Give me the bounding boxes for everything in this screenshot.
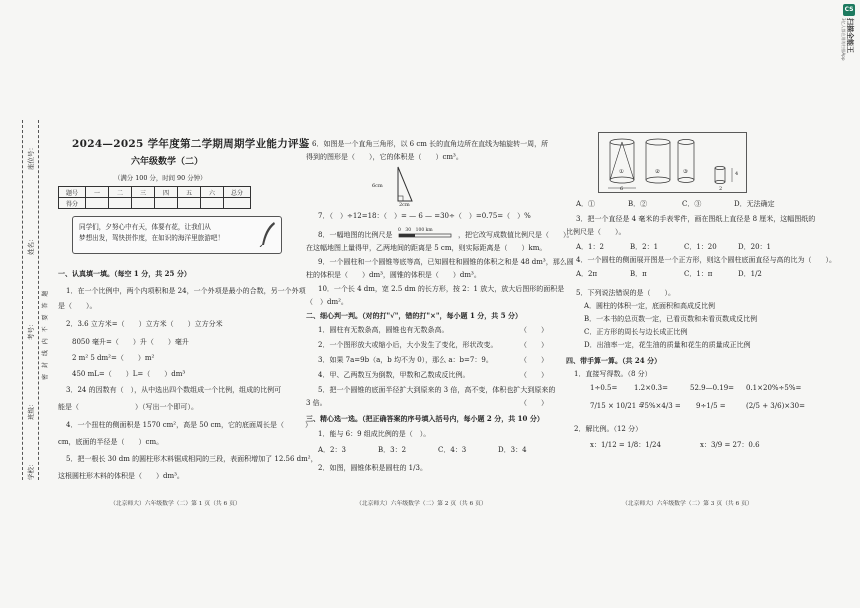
calc-item: 1÷0.5=	[590, 384, 618, 392]
p3-q4: 4．一个圆柱的侧面展开图是一个正方形，则这个圆柱底面直径与高的比为（ ）。	[576, 256, 836, 264]
score-input-cell[interactable]	[224, 198, 251, 209]
page-2-footer: （北京师大）六年级数学（二）第 2 页（共 6 页）	[356, 501, 487, 507]
calc-item: (2/5 + 3/6)×30=	[746, 402, 805, 410]
judge-2: 2．一个图形放大或缩小后，大小发生了变化，形状改变。	[318, 341, 498, 349]
p1-q4-line2: cm，底面的半径是（ ）cm。	[58, 438, 164, 446]
right-triangle-figure	[392, 165, 432, 207]
fig-label-3: ③	[683, 169, 688, 175]
score-input-cell[interactable]	[109, 198, 132, 209]
solve-heading: 2．解比例。（12 分）	[574, 425, 643, 433]
exam-title: 2024—2025 学年度第二学期周期学业能力评鉴	[72, 138, 310, 150]
judge-answer-5[interactable]: （ ）	[520, 399, 548, 407]
score-input-cell[interactable]	[201, 198, 224, 209]
quill-icon	[259, 221, 277, 247]
score-cell: 六	[201, 187, 224, 198]
p1-q3-line2: 能是（ ）（写出一个即可）。	[58, 403, 198, 411]
calc-heading: 1．直接写得数。（8 分）	[574, 370, 652, 378]
p3-q4-option-c[interactable]: C．1：π	[684, 270, 713, 278]
p3-q4-option-b[interactable]: B．π	[630, 270, 647, 278]
p3-q3-line2: 比例尺是（ ）。	[566, 228, 626, 236]
p1-q1-line2: 是（ ）。	[58, 302, 97, 310]
judge-4: 4．甲、乙两数互为倒数，甲数和乙数成反比例。	[318, 371, 470, 379]
score-cell: 四	[155, 187, 178, 198]
p2-q6-line2: 得到的图形是（ ），它的体积是（ ）cm³。	[306, 153, 463, 161]
p1-q5-line1: 5．把一根长 30 dm 的圆柱形木料锯成相同的三段，表面积增加了 12.56 dm²，	[66, 455, 318, 463]
score-cell: 一	[86, 187, 109, 198]
exam-meta: （满分 100 分，时间 90 分钟）	[114, 174, 207, 182]
score-cell: 题号	[59, 187, 86, 198]
camscanner-logo-text: 扫描全能王	[846, 18, 854, 53]
section-2-heading: 二、细心判一判。（对的打"√"，错的打"×"，每小题 1 分，共 5 分）	[306, 311, 523, 320]
calc-item: 9÷1/5 =	[696, 402, 726, 410]
choice-1-option-d[interactable]: D．3：4	[498, 446, 527, 454]
score-cell: 五	[178, 187, 201, 198]
p2-q8-line2: 在这幅地图上量得甲，乙两地间的距离是 5 cm，则实际距离是（ ）km。	[306, 244, 547, 252]
exam-subtitle: 六年级数学（二）	[131, 157, 204, 167]
fig-option-a[interactable]: A．①	[576, 200, 596, 208]
p1-q2-line3: 2 m² 5 dm²=（ ）m²	[72, 354, 155, 362]
scale-ruler-icon	[398, 233, 454, 238]
fig6-radius-label: 2cm	[399, 202, 410, 208]
fig-dim-6: 6	[620, 186, 624, 192]
fig-option-c[interactable]: C．③	[682, 200, 702, 208]
calc-item: 75%×4/3 =	[640, 402, 681, 410]
p2-q8-part1: 8．一幅地图的比例尺是	[318, 231, 393, 239]
calc-item: 1.2×0.3=	[634, 384, 668, 392]
page-1-footer: （北京师大）六年级数学（二）第 1 页（共 6 页）	[110, 501, 241, 507]
binding-seal-text: 密 封 线 内 不 要 答 题	[42, 288, 49, 380]
calc-item: 0.1×20%÷5%=	[746, 384, 802, 392]
binding-name-label: 姓名：	[27, 235, 35, 255]
p1-q2-line1: 2．3.6 立方米=（ ）立方米（ ）立方分米	[66, 320, 223, 328]
p1-q5-line2: 这根圆柱形木料的体积是（ ）dm³。	[58, 472, 184, 480]
p2-q10-line1: 10．一个长 4 dm，宽 2.5 dm 的长方形，按 2：1 放大，放大后图形的面积是	[318, 285, 565, 293]
binding-school-label: 学校：	[27, 460, 35, 480]
solve-equation-2: x：3/9 = 27：0.6	[700, 441, 760, 449]
camscanner-watermark	[834, 0, 860, 72]
binding-line-outer	[22, 120, 23, 480]
choice-1-option-c[interactable]: C．4：3	[438, 446, 467, 454]
camscanner-tagline: 3亿人都在用的扫描App	[841, 18, 846, 61]
fig6-height-label: 6cm	[372, 183, 383, 189]
map-scale-label: 0 30 100 km	[398, 228, 433, 233]
judge-3: 3．如果 7a=9b（a，b 均不为 0），那么 a：b=7：9。	[318, 356, 493, 364]
fig-label-1: ①	[619, 169, 624, 175]
p3-q5-option-c[interactable]: C．正方形的周长与边长成正比例	[584, 328, 688, 336]
score-cell: 得分	[59, 198, 86, 209]
p3-q5-option-d[interactable]: D．出油率一定，花生油的质量和花生的质量成正比例	[584, 341, 751, 349]
binding-class-label: 班级：	[27, 400, 35, 420]
p3-q5-option-a[interactable]: A．圆柱的体积一定，底面积和高成反比例	[584, 302, 716, 310]
score-input-cell[interactable]	[86, 198, 109, 209]
score-cell: 二	[109, 187, 132, 198]
score-table-header-row	[59, 187, 251, 198]
judge-1: 1．圆柱有无数条高，圆锥也有无数条高。	[318, 326, 449, 334]
p3-q3-line1: 3．把一个直径是 4 毫米的手表零件，画在图纸上直径是 8 厘米，这幅图纸的	[576, 215, 816, 223]
p2-q10-line2: （ ）dm²。	[306, 298, 348, 306]
banner-line: 梦想出发，驾快拼作度，在如识的海洋里旅游吧！	[79, 234, 225, 242]
choice-1-option-a[interactable]: A．2：3	[318, 446, 346, 454]
p3-q5-option-b[interactable]: B．一本书的总页数一定，已看页数和未看页数成反比例	[584, 315, 758, 323]
p2-q9-line1: 9．一个圆柱和一个圆锥等底等高，已知圆柱和圆锥的体积之和是 48 dm³，那么圆	[318, 258, 574, 266]
choice-2: 2．如图，圆锥体积是圆柱的 1/3。	[318, 464, 427, 472]
calc-item: 52.9—0.19=	[690, 384, 735, 392]
p2-q6-line1: 6．如图是一个直角三角形，以 6 cm 长的直角边所在直线为轴旋转一周，所	[312, 140, 549, 148]
judge-5-line2: 3 倍。	[306, 399, 327, 407]
camscanner-logo-icon: CS	[843, 4, 855, 16]
score-cell: 三	[132, 187, 155, 198]
p3-q3-option-b[interactable]: B．2：1	[630, 243, 659, 251]
p3-q3-option-d[interactable]: D．20：1	[738, 243, 771, 251]
binding-seat-label: 座位号：	[27, 144, 35, 170]
judge-answer-2[interactable]: （ ）	[520, 341, 548, 349]
section-1-heading: 一、认真填一填。（每空 1 分，共 25 分）	[58, 269, 191, 278]
fig-dim-2: 2	[719, 186, 723, 192]
p1-q2-line2: 8050 毫升=（ ）升（ ）毫升	[72, 338, 189, 346]
banner-line: 同学们，夕努心中有天，体要有花，让我们从	[79, 223, 211, 231]
score-table-score-row	[59, 198, 251, 209]
calc-item: 7/15 × 10/21 =	[590, 402, 645, 410]
p3-q3-option-c[interactable]: C．1：20	[684, 243, 717, 251]
score-input-cell[interactable]	[132, 198, 155, 209]
p3-q5: 5．下列说法错误的是（ ）。	[576, 289, 675, 297]
fig-dim-4: 4	[735, 171, 739, 177]
judge-answer-1[interactable]: （ ）	[520, 326, 548, 334]
binding-line-inner	[38, 120, 39, 480]
section-4-heading: 四、带手算一算。（共 24 分）	[566, 356, 662, 365]
fig-option-b[interactable]: B．②	[628, 200, 648, 208]
p1-q3-line1: 3．24 的因数有（ ），从中选出四个数组成一个比例，组成的比例可	[66, 386, 282, 394]
score-cell: 总分	[224, 187, 251, 198]
choice-1-option-b[interactable]: B．3：2	[378, 446, 407, 454]
p2-q8-part2: ，把它改写成数值比例尺是（ ）。	[458, 231, 574, 239]
judge-answer-3[interactable]: （ ）	[520, 356, 548, 364]
choice-1: 1．能与 6：9 组成比例的是（ ）。	[318, 430, 431, 438]
fig-label-2: ②	[655, 169, 660, 175]
binding-exam-no-label: 考号：	[27, 320, 35, 340]
fig-option-d[interactable]: D．无法确定	[734, 200, 775, 208]
score-table	[58, 186, 251, 209]
score-input-cell[interactable]	[178, 198, 201, 209]
page-3-footer: （北京师大）六年级数学（二）第 3 页（共 6 页）	[622, 501, 753, 507]
p1-q1-line1: 1．在一个比例中，两个内项积和是 24，一个外项是最小的合数，另一个外项	[66, 287, 306, 295]
judge-5-line1: 5．把一个圆锥的底面半径扩大到原来的 3 倍，高不变，体积也扩大到原来的	[318, 386, 556, 394]
p3-q4-option-a[interactable]: A．2π	[576, 270, 598, 278]
p2-q9-line2: 柱的体积是（ ）dm³，圆锥的体积是（ ）dm³。	[306, 271, 481, 279]
judge-answer-4[interactable]: （ ）	[520, 371, 548, 379]
p1-q4-line1: 4．一个扭柱的侧面积是 1570 cm²，高是 50 cm，它的底面周长是（ ）	[66, 421, 312, 429]
p1-q2-line4: 450 mL=（ ）L=（ ）dm³	[72, 370, 186, 378]
score-input-cell[interactable]	[155, 198, 178, 209]
p3-q3-option-a[interactable]: A．1：2	[576, 243, 604, 251]
p2-q7: 7．（ ）÷12=18：（ ）= — 6 — =30÷（ ）=0.75=（ ）%	[318, 212, 531, 220]
motivation-banner	[72, 216, 282, 254]
solve-equation-1: x：1/12 = 1/8：1/24	[590, 441, 661, 449]
p3-q4-option-d[interactable]: D．1/2	[738, 270, 762, 278]
section-3-heading: 三、精心选一选。（把正确答案的序号填入括号内，每小题 2 分，共 10 分）	[306, 414, 544, 423]
